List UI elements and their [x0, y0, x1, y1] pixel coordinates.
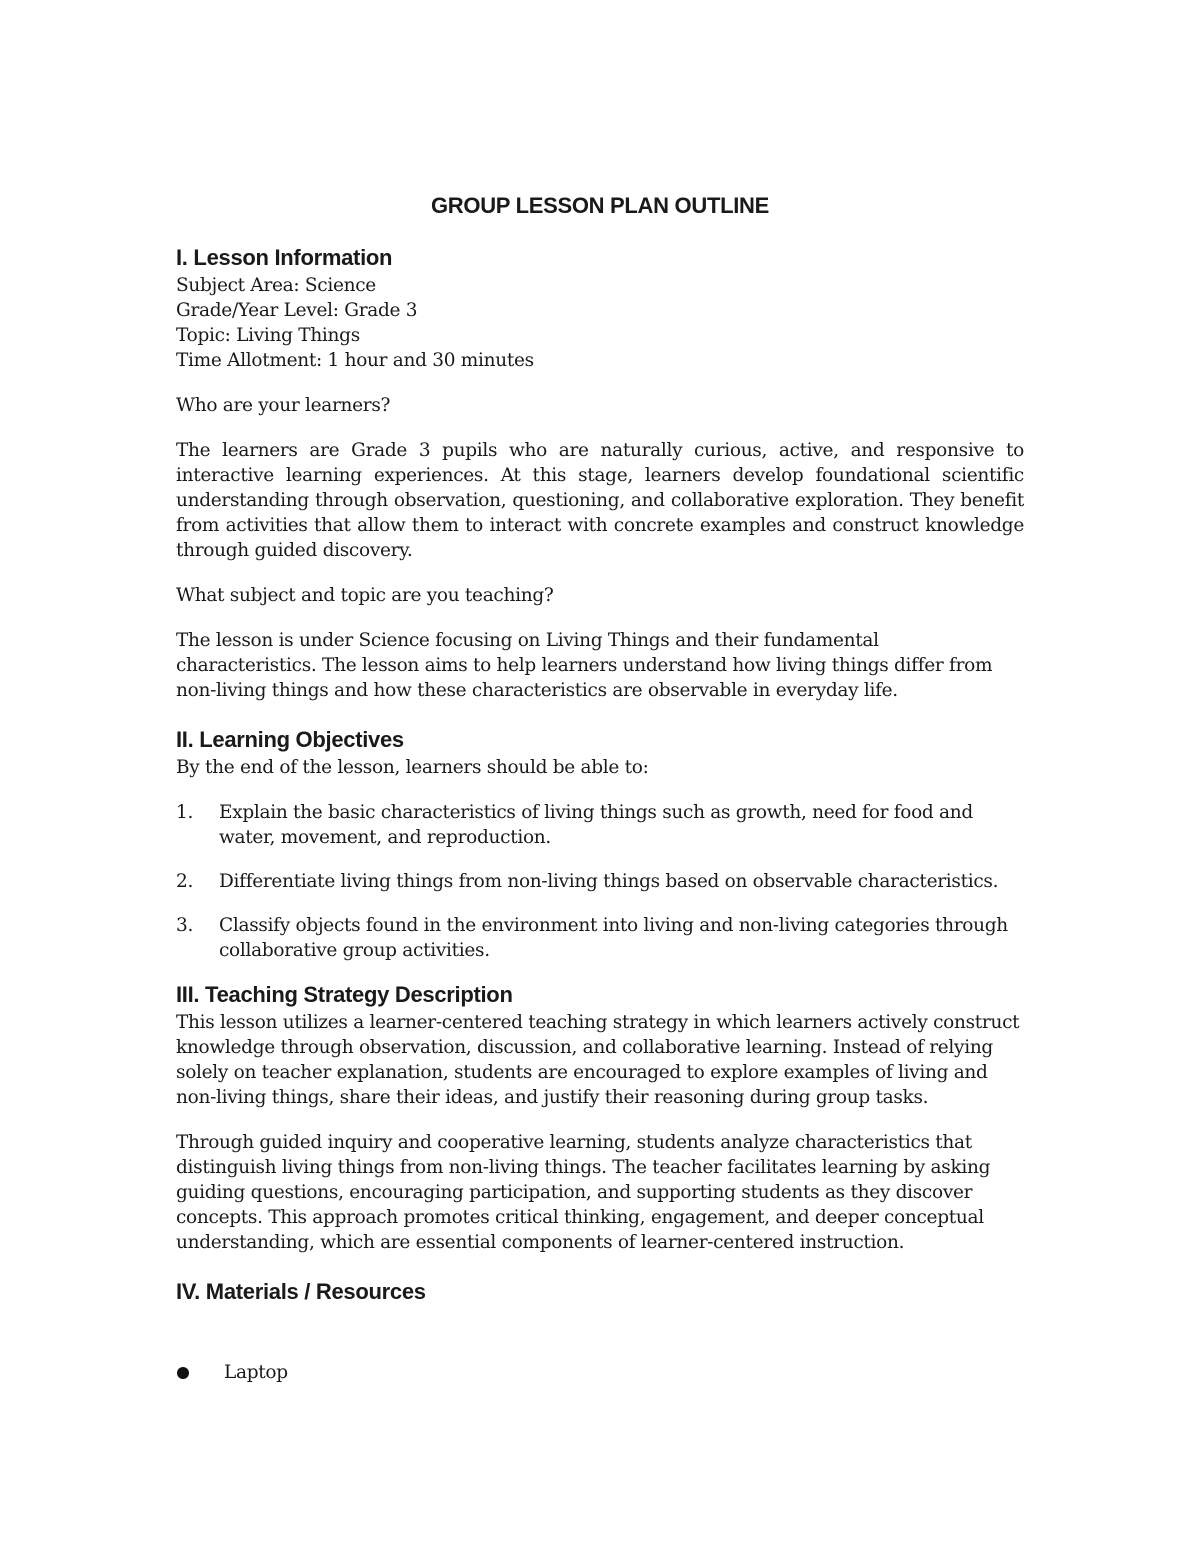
- objective-text: Classify objects found in the environment into living and non-living categories through collaborative group activities.: [219, 915, 1008, 961]
- topic-line: Topic: Living Things: [176, 325, 360, 346]
- question-learners: Who are your learners?: [176, 395, 391, 416]
- question-subject-topic: What subject and topic are you teaching?: [176, 585, 554, 606]
- objective-text: Differentiate living things from non-living things based on observable characteristics.: [219, 871, 999, 892]
- document-body: [176, 190, 1024, 1385]
- grade-level-line: Grade/Year Level: Grade 3: [176, 300, 418, 321]
- document-title: GROUP LESSON PLAN OUTLINE: [430, 193, 769, 218]
- objective-number: 1.: [176, 802, 194, 823]
- subject-area-line: Subject Area: Science: [176, 275, 376, 296]
- materials-list: [176, 1360, 1024, 1385]
- answer-learners: The learners are Grade 3 pupils who are naturally curious, active, and responsive to interactive learning experiences. At this stage, learners develop foundational scientific understanding through observation, questioning, and collaborative exploration. They benefit from activities that allow them to interact with concrete examples and construct knowledge through guided discovery.: [176, 440, 1024, 561]
- section-heading-lesson-information: I. Lesson Information: [176, 245, 393, 270]
- lesson-info-block: [176, 273, 1024, 373]
- time-allotment-line: Time Allotment: 1 hour and 30 minutes: [176, 350, 534, 371]
- objective-text: Explain the basic characteristics of living things such as growth, need for food and water, movement, and reproduction.: [219, 802, 973, 848]
- bullet-icon: [177, 1367, 189, 1379]
- objective-number: 3.: [176, 915, 194, 936]
- section-heading-learning-objectives: II. Learning Objectives: [176, 727, 404, 752]
- material-text: Laptop: [224, 1362, 288, 1383]
- objective-item: [176, 913, 1024, 963]
- strategy-paragraph-2: Through guided inquiry and cooperative learning, students analyze characteristics that distinguish living things from non-living things. The teacher facilitates learning by asking guiding questions, encouraging participation, and supporting students as they discover concepts. This approach promotes critical thinking, engagement, and deeper conceptual understanding, which are essential components of learner-centered instruction.: [176, 1132, 991, 1253]
- answer-subject-topic: The lesson is under Science focusing on Living Things and their fundamental characteristics. The lesson aims to help learners understand how living things differ from non-living things and how these characteristics are observable in everyday life.: [176, 630, 993, 701]
- section-heading-materials: IV. Materials / Resources: [176, 1279, 426, 1304]
- objectives-list: [176, 800, 1024, 963]
- objectives-intro: By the end of the lesson, learners should be able to:: [176, 757, 649, 778]
- objective-item: [176, 869, 1024, 894]
- objective-number: 2.: [176, 871, 194, 892]
- objective-item: [176, 800, 1024, 850]
- strategy-paragraph-1: This lesson utilizes a learner-centered teaching strategy in which learners actively construct knowledge through observation, discussion, and collaborative learning. Instead of relying solely on teacher explanation, students are encouraged to explore examples of living and non-living things, share their ideas, and justify their reasoning during group tasks.: [176, 1012, 1020, 1108]
- section-heading-teaching-strategy: III. Teaching Strategy Description: [176, 982, 513, 1007]
- material-item: [176, 1360, 1024, 1385]
